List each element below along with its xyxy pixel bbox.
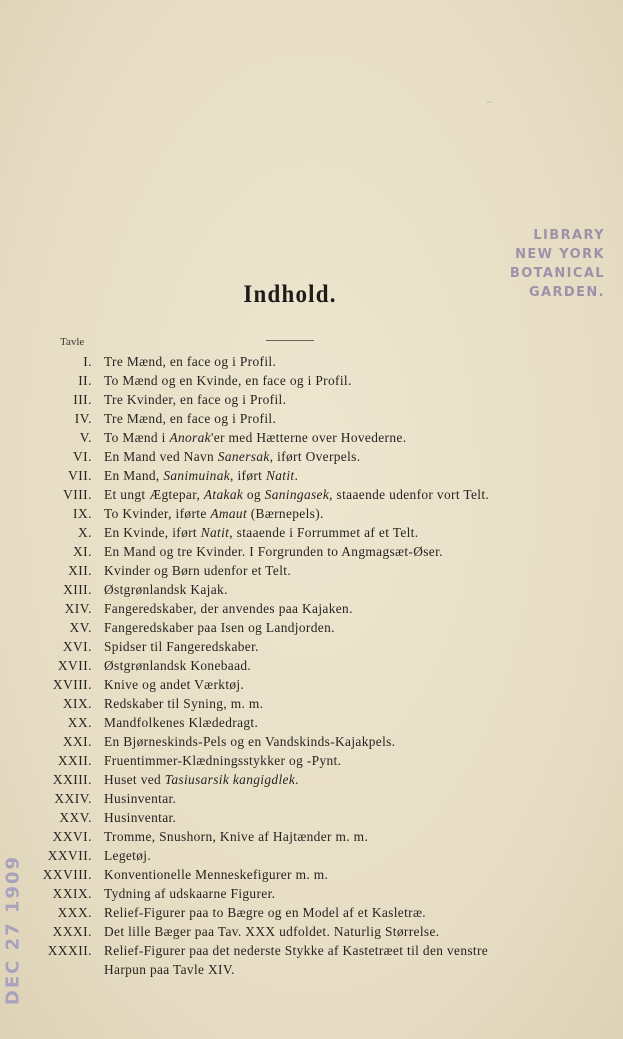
plate-number: XXIV. xyxy=(54,791,92,806)
title-divider xyxy=(266,340,314,341)
description-text: Husinventar. xyxy=(104,810,177,825)
plate-description xyxy=(104,428,406,447)
plate-description xyxy=(104,580,228,599)
toc-entry xyxy=(0,504,623,523)
description-text: og xyxy=(243,487,265,502)
plate-number: XX. xyxy=(67,715,92,730)
toc-entry xyxy=(0,922,623,941)
description-text: , staaende udenfor vort Telt. xyxy=(329,487,490,502)
toc-entry xyxy=(0,675,623,694)
plate-number: I. xyxy=(83,354,92,369)
toc-entry xyxy=(0,656,623,675)
toc-entry xyxy=(0,827,623,846)
plate-description xyxy=(104,466,298,485)
toc-entry xyxy=(0,523,623,542)
plate-description xyxy=(104,770,299,789)
plate-number: XXI. xyxy=(62,734,92,749)
description-text: Redskaber til Syning, m. m. xyxy=(104,696,264,711)
plate-description xyxy=(104,409,276,428)
plate-description xyxy=(104,922,439,941)
plate-number: XVIII. xyxy=(52,677,92,692)
toc-entry xyxy=(0,846,623,865)
toc-entry xyxy=(0,371,623,390)
toc-entry xyxy=(0,637,623,656)
plate-description xyxy=(104,656,251,675)
plate-description xyxy=(104,447,360,466)
description-text: Legetøj. xyxy=(104,848,152,863)
plate-description xyxy=(104,371,352,390)
toc-entry xyxy=(0,751,623,770)
page-title: Indhold. xyxy=(243,279,337,308)
plate-number: XXVI. xyxy=(52,829,92,844)
toc-entry xyxy=(0,789,623,808)
plate-number: XIII. xyxy=(63,582,92,597)
stamp-line-library: LIBRARY xyxy=(533,228,605,243)
description-text: En Bjørneskinds-Pels og en Vandskinds-Kajakpels. xyxy=(104,734,396,749)
description-text: Knive og andet Værktøj. xyxy=(104,677,245,692)
plate-description xyxy=(104,846,151,865)
plate-number: XXVIII. xyxy=(42,867,92,882)
toc-entry xyxy=(0,352,623,371)
description-text: , iført xyxy=(230,468,266,483)
toc-entry xyxy=(0,561,623,580)
toc-entry xyxy=(0,447,623,466)
plate-description xyxy=(104,713,258,732)
toc-continuation-line xyxy=(0,960,623,979)
plate-description xyxy=(104,561,291,580)
plate-description xyxy=(104,827,368,846)
plate-number: XXXI. xyxy=(52,924,92,939)
plate-number: III. xyxy=(73,392,92,407)
toc-entry xyxy=(0,770,623,789)
plate-number: XXII. xyxy=(57,753,92,768)
description-text: To Mænd og en Kvinde, en face og i Profil. xyxy=(104,373,352,388)
description-text: Huset ved xyxy=(104,772,165,787)
toc-entry xyxy=(0,884,623,903)
plate-description xyxy=(104,523,418,542)
plate-number: VI. xyxy=(73,449,92,464)
toc-entry xyxy=(0,865,623,884)
description-text: Fruentimmer-Klædningsstykker og -Pynt. xyxy=(104,753,342,768)
description-text: , staaende i Forrummet af et Telt. xyxy=(229,525,419,540)
description-text: Relief-Figurer paa to Bægre og en Model af et Kasletræ. xyxy=(104,905,426,920)
date-stamp xyxy=(2,854,24,1005)
toc-entry xyxy=(0,542,623,561)
toc-entry xyxy=(0,941,623,960)
plate-number: VII. xyxy=(68,468,92,483)
plate-number: XV. xyxy=(69,620,92,635)
toc-entry xyxy=(0,390,623,409)
plate-number: XIV. xyxy=(64,601,92,616)
plate-number: XXVII. xyxy=(47,848,92,863)
plate-description xyxy=(104,618,335,637)
toc-entry xyxy=(0,713,623,732)
plate-description xyxy=(104,599,353,618)
description-text: En Mand ved Navn xyxy=(104,449,218,464)
plate-number: XVII. xyxy=(57,658,92,673)
plate-number: XI. xyxy=(73,544,92,559)
description-text: Tydning af udskaarne Figurer. xyxy=(104,886,276,901)
description-text: Mandfolkenes Klædedragt. xyxy=(104,715,259,730)
plate-number: IX. xyxy=(73,506,92,521)
plate-number: V. xyxy=(79,430,92,445)
description-text: (Bærnepels). xyxy=(247,506,324,521)
plate-number: XXX. xyxy=(57,905,92,920)
plate-number: XVI. xyxy=(62,639,92,654)
italic-term: Amaut xyxy=(210,506,248,521)
toc-entry xyxy=(0,409,623,428)
toc-entry xyxy=(0,808,623,827)
description-text: En Mand, xyxy=(104,468,164,483)
italic-term: Atakak xyxy=(203,487,244,502)
description-text: Spidser til Fangeredskaber. xyxy=(104,639,259,654)
description-text: Tre Mænd, en face og i Profil. xyxy=(104,354,277,369)
plate-description xyxy=(104,884,275,903)
plate-description xyxy=(104,504,324,523)
plate-number: VIII. xyxy=(63,487,92,502)
toc-entry xyxy=(0,466,623,485)
plate-number: IV. xyxy=(74,411,92,426)
plate-description xyxy=(104,865,328,884)
plate-description xyxy=(104,637,259,656)
date-stamp-text: DEC 27 1909 xyxy=(2,854,24,1005)
description-text: Tromme, Snushorn, Knive af Hajtænder m. m. xyxy=(104,829,369,844)
toc-entry xyxy=(0,618,623,637)
plate-description xyxy=(104,485,489,504)
italic-term: Tasiusarsik kangigdlek xyxy=(164,772,296,787)
plate-number: XIX. xyxy=(62,696,92,711)
description-text: En Mand og tre Kvinder. I Forgrunden to Angmagsæt-Øser. xyxy=(104,544,443,559)
description-text: Det lille Bæger paa Tav. XXX udfoldet. Naturlig Størrelse. xyxy=(104,924,440,939)
plate-description xyxy=(104,694,263,713)
plate-number: XII. xyxy=(68,563,92,578)
description-text: , iført Overpels. xyxy=(269,449,361,464)
toc-entry xyxy=(0,903,623,922)
stamp-line-new-york: NEW YORK xyxy=(515,247,605,262)
italic-term: Sanimuinak xyxy=(163,468,231,483)
italic-term: Sanersak xyxy=(217,449,270,464)
italic-term: Natit xyxy=(200,525,230,540)
toc-entry xyxy=(0,485,623,504)
description-text: Tre Kvinder, en face og i Profil. xyxy=(104,392,287,407)
plate-description xyxy=(104,352,276,371)
plate-description xyxy=(104,732,395,751)
description-text: Et ungt Ægtepar, xyxy=(104,487,204,502)
description-text: To Kvinder, iførte xyxy=(104,506,211,521)
plate-description xyxy=(104,789,176,808)
plate-number: II. xyxy=(78,373,92,388)
plate-number: XXIII. xyxy=(52,772,92,787)
plate-description xyxy=(104,903,426,922)
description-text: Fangeredskaber, der anvendes paa Kajaken. xyxy=(104,601,353,616)
plate-number: XXIX. xyxy=(52,886,92,901)
description-text: Fangeredskaber paa Isen og Landjorden. xyxy=(104,620,335,635)
plate-description xyxy=(104,675,244,694)
description-text: . xyxy=(294,468,299,483)
italic-term: Saningasek xyxy=(264,487,330,502)
stamp-line-garden: GARDEN. xyxy=(528,285,605,300)
description-text: Tre Mænd, en face og i Profil. xyxy=(104,411,277,426)
description-text: . xyxy=(295,772,299,787)
plate-number: XXV. xyxy=(59,810,92,825)
column-header-tavle: Tavle xyxy=(60,336,85,348)
italic-term: Anorak xyxy=(169,430,211,445)
plate-description xyxy=(104,751,341,770)
stamp-line-botanical: BOTANICAL xyxy=(509,266,605,281)
italic-term: Natit xyxy=(265,468,295,483)
toc-entry xyxy=(0,580,623,599)
toc-entry xyxy=(0,428,623,447)
plate-number: X. xyxy=(77,525,92,540)
description-text: 'er med Hætterne over Hovederne. xyxy=(210,430,407,445)
toc-entry xyxy=(0,694,623,713)
description-text: En Kvinde, iført xyxy=(104,525,201,540)
plate-number: XXXII. xyxy=(47,943,92,958)
continuation-text: Harpun paa Tavle XIV. xyxy=(104,962,235,977)
description-text: To Mænd i xyxy=(104,430,170,445)
toc-entry xyxy=(0,732,623,751)
plate-description xyxy=(104,542,443,561)
plate-description xyxy=(104,390,286,409)
table-of-contents xyxy=(0,352,623,979)
description-text: Østgrønlandsk Kajak. xyxy=(104,582,228,597)
description-text: Relief-Figurer paa det nederste Stykke af Kastetræet til den venstre xyxy=(104,943,489,958)
description-text: Kvinder og Børn udenfor et Telt. xyxy=(104,563,292,578)
description-text: Konventionelle Menneskefigurer m. m. xyxy=(104,867,329,882)
plate-description xyxy=(104,941,488,960)
plate-description xyxy=(104,808,176,827)
description-text: Husinventar. xyxy=(104,791,177,806)
description-text: Østgrønlandsk Konebaad. xyxy=(104,658,252,673)
toc-entry xyxy=(0,599,623,618)
pencil-mark: ~ xyxy=(487,98,492,107)
